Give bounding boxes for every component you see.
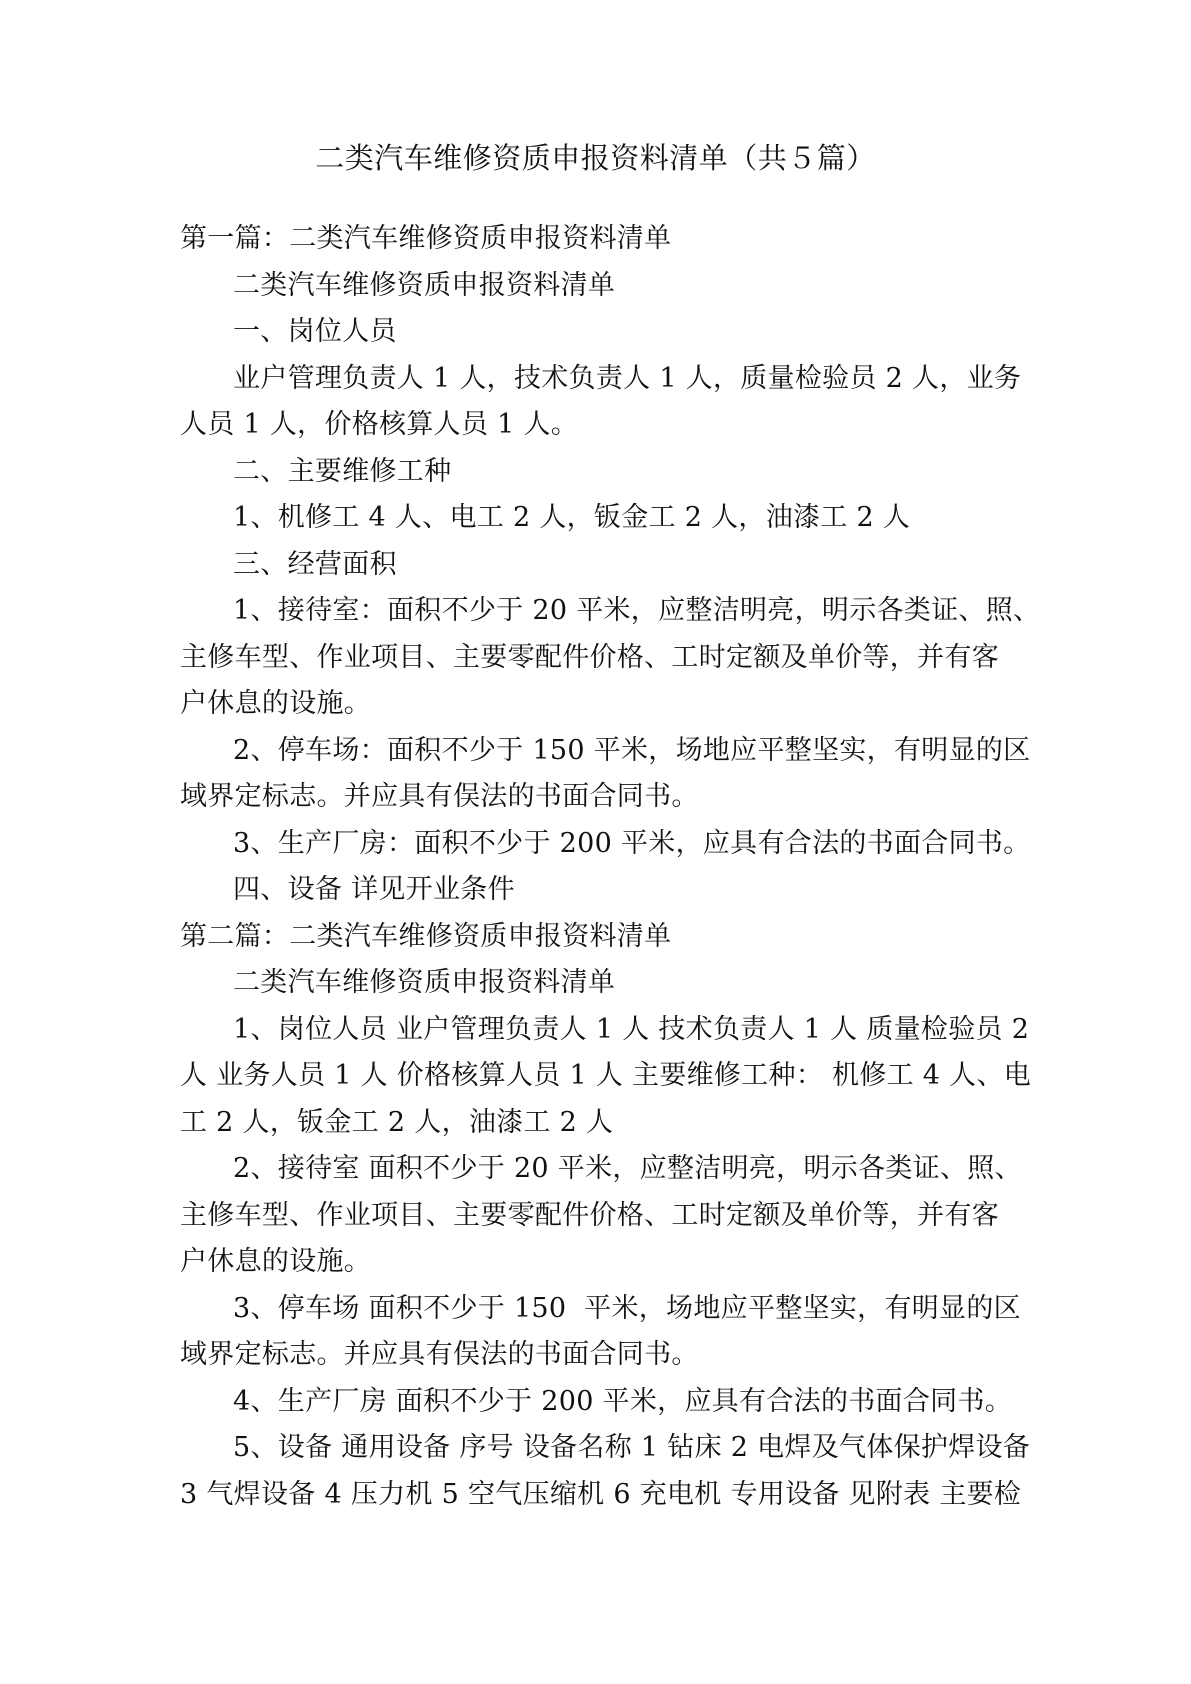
text-line: 第二篇：二类汽车维修资质申报资料清单 — [180, 920, 672, 952]
text-line: 业户管理负责人 1 人，技术负责人 1 人，质量检验员 2 人，业务 — [233, 362, 1022, 394]
text-line: 三、经营面积 — [233, 548, 397, 580]
text-line: 户休息的设施。 — [180, 1246, 372, 1277]
text-line: 二类汽车维修资质申报资料清单 — [233, 967, 616, 998]
text-line: 第一篇：二类汽车维修资质申报资料清单 — [180, 223, 672, 254]
text-line: 5、设备 通用设备 序号 设备名称 1 钻床 2 电焊及气体保护焊设备 — [233, 1432, 1031, 1463]
text-line: 2、接待室 面积不少于 20 平米，应整洁明亮，明示各类证、照、 — [233, 1153, 1022, 1184]
text-line: 人 业务人员 1 人 价格核算人员 1 人 主要维修工种： 机修工 4 人、电 — [180, 1060, 1032, 1091]
text-line: 主修车型、作业项目、主要零配件价格、工时定额及单价等，并有客 — [180, 1199, 999, 1231]
text-line: 4、生产厂房 面积不少于 200 平米，应具有合法的书面合同书。 — [233, 1385, 1013, 1417]
text-line: 域界定标志。并应具有俣法的书面合同书。 — [180, 781, 699, 812]
text-line: 四、设备 详见开业条件 — [233, 874, 515, 905]
text-line: 户休息的设施。 — [180, 688, 372, 719]
text-line: 二、主要维修工种 — [233, 455, 452, 487]
text-line: 3、停车场 面积不少于 150 平米，场地应平整坚实，有明显的区 — [233, 1292, 1021, 1324]
text-line: 1、机修工 4 人、电工 2 人，钣金工 2 人，油漆工 2 人 — [233, 502, 911, 533]
document-body — [180, 216, 1041, 1518]
text-line: 2、停车场：面积不少于 150 平米，场地应平整坚实，有明显的区 — [233, 734, 1031, 766]
text-line: 1、岗位人员 业户管理负责人 1 人 技术负责人 1 人 质量检验员 2 — [233, 1013, 1030, 1045]
text-line: 域界定标志。并应具有俣法的书面合同书。 — [180, 1339, 699, 1370]
text-line: 二类汽车维修资质申报资料清单 — [233, 269, 616, 301]
text-line: 一、岗位人员 — [233, 316, 397, 347]
text-line: 3 气焊设备 4 压力机 5 空气压缩机 6 充电机 专用设备 见附表 主要检 — [180, 1478, 1022, 1510]
text-line: 工 2 人，钣金工 2 人，油漆工 2 人 — [180, 1106, 614, 1138]
document-title: 二类汽车维修资质申报资料清单（共５篇） — [315, 141, 876, 175]
text-line: 主修车型、作业项目、主要零配件价格、工时定额及单价等，并有客 — [180, 641, 999, 673]
text-line: 3、生产厂房：面积不少于 200 平米，应具有合法的书面合同书。 — [233, 827, 1031, 859]
text-line: 1、接待室：面积不少于 20 平米，应整洁明亮，明示各类证、照、 — [233, 595, 1041, 626]
text-line: 人员 1 人，价格核算人员 1 人。 — [180, 409, 579, 440]
